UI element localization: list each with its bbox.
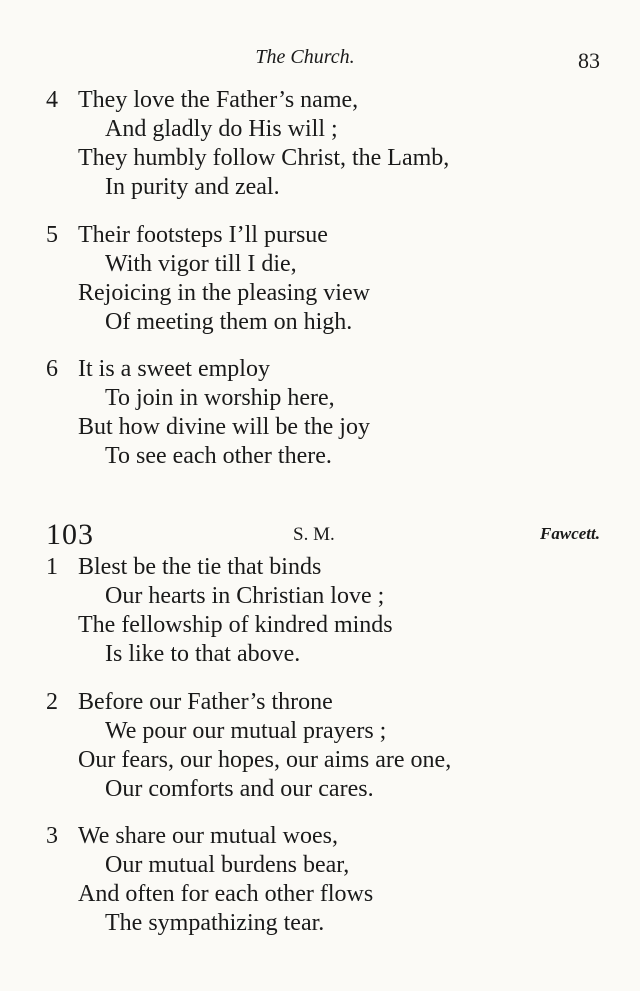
- stanza-6: [0, 355, 640, 471]
- running-title: The Church.: [255, 46, 355, 68]
- verse-line: Our comforts and our cares.: [105, 776, 374, 802]
- verse-line: Our fears, our hopes, our aims are one,: [78, 747, 452, 773]
- page-number: 83: [578, 48, 600, 73]
- verse-line: The sympathizing tear.: [105, 910, 325, 936]
- verse-line: But how divine will be the joy: [78, 414, 370, 440]
- stanza-5: [0, 221, 640, 337]
- stanza-number: 2: [46, 689, 58, 715]
- verse-line: Rejoicing in the pleasing view: [78, 280, 370, 306]
- hymn-number: 103: [46, 518, 94, 551]
- verse-line: Our mutual burdens bear,: [105, 852, 350, 878]
- verse-line: They love the Father’s name,: [78, 87, 359, 113]
- verse-line: Before our Father’s throne: [78, 689, 333, 715]
- stanza-number: 1: [46, 554, 58, 580]
- stanza-number: 3: [46, 823, 58, 849]
- verse-line: With vigor till I die,: [105, 251, 297, 277]
- hymn-author: Fawcett.: [540, 524, 600, 543]
- verse-line: In purity and zeal.: [105, 174, 280, 200]
- verse-line: We pour our mutual prayers ;: [105, 718, 387, 744]
- stanza-number: 6: [46, 356, 58, 382]
- stanza-4: [0, 86, 640, 202]
- verse-line: To join in worship here,: [105, 385, 335, 411]
- verse-line: We share our mutual woes,: [78, 823, 338, 849]
- verse-line: Their footsteps I’ll pursue: [78, 222, 328, 248]
- hymn-header: [0, 518, 640, 554]
- verse-line: Blest be the tie that binds: [78, 554, 322, 580]
- verse-line: Of meeting them on high.: [105, 309, 353, 335]
- stanza-2: [0, 688, 640, 804]
- stanza-1: [0, 553, 640, 669]
- verse-line: It is a sweet employ: [78, 356, 270, 382]
- verse-line: And gladly do His will ;: [105, 116, 338, 142]
- verse-line: To see each other there.: [105, 443, 332, 469]
- stanza-number: 5: [46, 222, 58, 248]
- verse-line: Is like to that above.: [105, 641, 301, 667]
- stanza-number: 4: [46, 87, 58, 113]
- verse-line: They humbly follow Christ, the Lamb,: [78, 145, 450, 171]
- verse-line: The fellowship of kindred minds: [78, 612, 393, 638]
- verse-line: And often for each other flows: [78, 881, 374, 907]
- hymn-meter: S. M.: [293, 524, 335, 545]
- verse-line: Our hearts in Christian love ;: [105, 583, 385, 609]
- stanza-3: [0, 822, 640, 938]
